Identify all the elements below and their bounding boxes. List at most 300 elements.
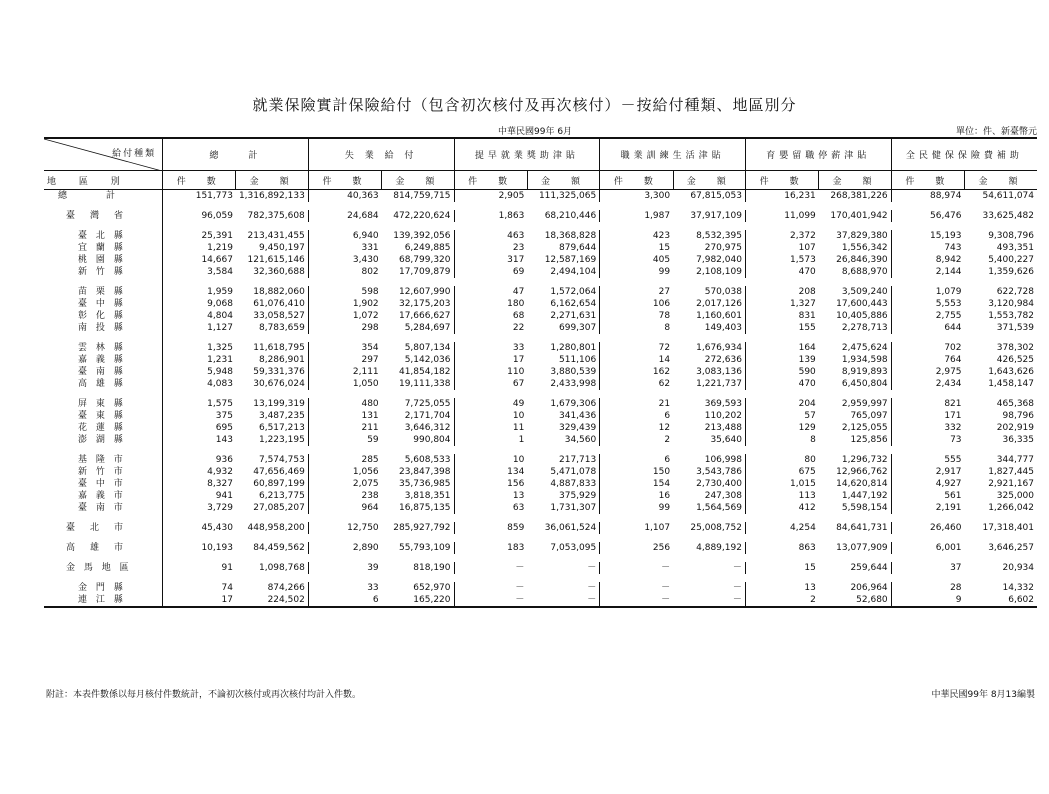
table-row xyxy=(44,266,1037,278)
count-cell: 2,434 xyxy=(891,378,964,390)
count-cell: － xyxy=(454,594,527,607)
spacer-cell xyxy=(44,446,163,454)
amount-cell: 7,574,753 xyxy=(258,455,305,465)
count-cell: 936 xyxy=(215,455,233,465)
amount-cell: 259,644 xyxy=(850,563,888,573)
amount-cell: 20,934 xyxy=(1002,563,1034,573)
count-cell: 25,391 xyxy=(201,231,233,241)
count-cell: 480 xyxy=(308,398,381,410)
table-row xyxy=(44,478,1037,490)
row-spacer xyxy=(44,334,1037,342)
group-unemployment: 失 業 給 付 xyxy=(308,138,454,171)
count-cell: 26,460 xyxy=(891,522,964,534)
count-cell: 2 xyxy=(745,594,818,607)
count-cell: 10 xyxy=(454,454,527,466)
amount-cell: 125,856 xyxy=(850,435,888,445)
amount-cell: 8,919,893 xyxy=(841,367,888,377)
count-cell: 1,575 xyxy=(207,399,233,409)
amount-cell: 12,607,990 xyxy=(398,287,451,297)
amount-cell: 30,676,024 xyxy=(253,379,305,389)
count-cell: 8 xyxy=(745,434,818,446)
region-name: 臺 中 市 xyxy=(44,478,163,490)
count-cell: 561 xyxy=(891,490,964,502)
header-corner xyxy=(44,138,163,171)
amount-cell: 1,572,064 xyxy=(550,287,597,297)
spacer-cell xyxy=(44,554,163,562)
amount-cell: 1,098,768 xyxy=(258,563,305,573)
region-name: 金 門 縣 xyxy=(44,582,163,594)
amount-cell: 7,982,040 xyxy=(696,255,742,265)
amount-cell: 33,058,527 xyxy=(253,311,305,321)
amount-cell: 270,975 xyxy=(704,243,742,253)
count-cell: 1,231 xyxy=(207,355,233,365)
sub-count: 件 數 xyxy=(600,171,673,190)
amount-cell: 2,017,126 xyxy=(696,299,742,309)
amount-cell: 1,223,195 xyxy=(258,435,305,445)
spacer-cell xyxy=(163,390,1037,398)
footnote: 附註：本表件數係以每月核付件數統計，不論初次核付或再次核付均計入件數。 xyxy=(46,690,362,700)
amount-cell: 6,517,213 xyxy=(258,423,305,433)
amount-cell: 2,475,624 xyxy=(841,343,888,353)
amount-cell: 879,644 xyxy=(559,243,597,253)
count-cell: 6 xyxy=(600,410,673,422)
amount-cell: 511,106 xyxy=(559,355,597,365)
count-cell: 2,075 xyxy=(308,478,381,490)
amount-cell: 426,525 xyxy=(996,355,1034,365)
amount-cell: 2,433,998 xyxy=(550,379,597,389)
count-cell: 74 xyxy=(221,583,233,593)
count-cell: 57 xyxy=(745,410,818,422)
count-cell: 285 xyxy=(308,454,381,466)
count-cell: 27 xyxy=(600,286,673,298)
amount-cell: 622,728 xyxy=(996,287,1034,297)
region-name: 彰 化 縣 xyxy=(44,310,163,322)
header-row-groups xyxy=(44,138,1037,171)
spacer-cell xyxy=(163,554,1037,562)
count-cell: 37 xyxy=(891,562,964,574)
amount-cell: 329,439 xyxy=(559,423,597,433)
amount-cell: 206,964 xyxy=(850,583,888,593)
spacer-cell xyxy=(44,534,163,542)
count-cell: 11 xyxy=(454,422,527,434)
count-cell: 412 xyxy=(745,502,818,514)
amount-cell: 341,436 xyxy=(559,411,597,421)
amount-cell: － xyxy=(732,563,742,573)
row-spacer xyxy=(44,514,1037,522)
count-cell: 3,729 xyxy=(207,503,233,513)
count-cell: － xyxy=(600,562,673,574)
count-cell: 134 xyxy=(454,466,527,478)
region-name: 臺 北 縣 xyxy=(44,230,163,242)
spacer-cell xyxy=(44,514,163,522)
count-cell: 156 xyxy=(454,478,527,490)
table-row xyxy=(44,594,1037,607)
count-cell: 14 xyxy=(600,354,673,366)
amount-cell: 1,296,732 xyxy=(841,455,888,465)
count-cell: 598 xyxy=(308,286,381,298)
table-row xyxy=(44,298,1037,310)
count-cell: 72 xyxy=(600,342,673,354)
count-cell: 15 xyxy=(745,562,818,574)
table-row xyxy=(44,342,1037,354)
row-spacer xyxy=(44,390,1037,398)
amount-cell: 378,302 xyxy=(996,343,1034,353)
count-cell: 131 xyxy=(308,410,381,422)
region-name: 金 馬 地 區 xyxy=(44,562,163,574)
region-name: 嘉 義 縣 xyxy=(44,354,163,366)
table-row xyxy=(44,522,1037,534)
count-cell: 91 xyxy=(221,563,233,573)
amount-cell: 3,880,539 xyxy=(550,367,597,377)
sub-count: 件 數 xyxy=(454,171,527,190)
row-spacer xyxy=(44,278,1037,286)
count-cell: 1,107 xyxy=(600,522,673,534)
table-row xyxy=(44,410,1037,422)
amount-cell: 1,556,342 xyxy=(841,243,888,253)
amount-cell: 12,587,169 xyxy=(544,255,597,265)
count-cell: 821 xyxy=(891,398,964,410)
region-name: 屏 東 縣 xyxy=(44,398,163,410)
amount-cell: 5,807,134 xyxy=(404,343,451,353)
row-spacer xyxy=(44,534,1037,542)
count-cell: 150 xyxy=(600,466,673,478)
count-cell: 14,667 xyxy=(201,255,233,265)
count-cell: 8,942 xyxy=(891,254,964,266)
group-early-employment: 提早就業獎助津貼 xyxy=(454,138,600,171)
amount-cell: 3,543,786 xyxy=(696,467,742,477)
count-cell: 831 xyxy=(745,310,818,322)
amount-cell: 7,053,095 xyxy=(550,543,597,553)
count-cell: 4,932 xyxy=(207,467,233,477)
count-cell: 107 xyxy=(745,242,818,254)
amount-cell: 27,085,207 xyxy=(253,503,305,513)
count-cell: 9,068 xyxy=(207,299,233,309)
count-cell: 354 xyxy=(308,342,381,354)
count-cell: 162 xyxy=(600,366,673,378)
region-name: 花 蓮 縣 xyxy=(44,422,163,434)
count-cell: 8,327 xyxy=(207,479,233,489)
amount-cell: 448,958,200 xyxy=(247,523,305,533)
amount-cell: 6,602 xyxy=(965,594,1037,607)
amount-cell: 17,666,627 xyxy=(398,311,451,321)
sub-count: 件 數 xyxy=(308,171,381,190)
amount-cell: 170,401,942 xyxy=(830,211,888,221)
count-cell: 63 xyxy=(454,502,527,514)
amount-cell: 472,220,624 xyxy=(393,211,451,221)
count-cell: 941 xyxy=(215,491,233,501)
row-spacer xyxy=(44,554,1037,562)
region-name: 高 雄 縣 xyxy=(44,378,163,390)
count-cell: 40,363 xyxy=(308,190,381,203)
count-cell: 743 xyxy=(891,242,964,254)
count-cell: 113 xyxy=(745,490,818,502)
amount-cell: － xyxy=(587,563,597,573)
amount-cell: 765,097 xyxy=(850,411,888,421)
sub-amount: 金 額 xyxy=(527,171,599,190)
table-row xyxy=(44,242,1037,254)
table-row xyxy=(44,490,1037,502)
amount-cell: 35,640 xyxy=(710,435,742,445)
count-cell: 211 xyxy=(308,422,381,434)
table-row xyxy=(44,454,1037,466)
count-cell: 1,072 xyxy=(308,310,381,322)
amount-cell: 5,471,078 xyxy=(550,467,597,477)
count-cell: 470 xyxy=(745,378,818,390)
count-cell: 702 xyxy=(891,342,964,354)
amount-cell: 59,331,376 xyxy=(253,367,305,377)
count-cell: 2,111 xyxy=(308,366,381,378)
amount-cell: 5,608,533 xyxy=(404,455,451,465)
count-cell: 13 xyxy=(745,582,818,594)
count-cell: 73 xyxy=(891,434,964,446)
count-cell: 9 xyxy=(891,594,964,607)
count-cell: 8 xyxy=(600,322,673,334)
amount-cell: － xyxy=(587,583,597,593)
amount-cell: 874,266 xyxy=(267,583,305,593)
count-cell: 78 xyxy=(600,310,673,322)
amount-cell: 68,799,320 xyxy=(398,255,451,265)
count-cell: 644 xyxy=(891,322,964,334)
count-cell: 171 xyxy=(891,410,964,422)
count-cell: 99 xyxy=(600,266,673,278)
count-cell: 331 xyxy=(308,242,381,254)
region-name: 宜 蘭 縣 xyxy=(44,242,163,254)
count-cell: 106 xyxy=(600,298,673,310)
count-cell: 68 xyxy=(454,310,527,322)
amount-cell: 1,564,569 xyxy=(696,503,742,513)
sub-count: 件 數 xyxy=(891,171,964,190)
count-cell: 1,079 xyxy=(891,286,964,298)
amount-cell: 224,502 xyxy=(236,594,308,607)
amount-cell: 106,998 xyxy=(704,455,742,465)
count-cell: 463 xyxy=(454,230,527,242)
count-cell: 155 xyxy=(745,322,818,334)
amount-cell: 18,882,060 xyxy=(253,287,305,297)
count-cell: 6 xyxy=(308,594,381,607)
amount-cell: 111,325,065 xyxy=(538,191,597,201)
amount-cell: 26,846,390 xyxy=(836,255,888,265)
count-cell: 1,219 xyxy=(207,243,233,253)
count-cell: 10,193 xyxy=(201,543,233,553)
unit-label: 單位：件、新臺幣元 xyxy=(955,127,1037,137)
table-row xyxy=(44,310,1037,322)
count-cell: 17 xyxy=(454,354,527,366)
amount-cell: 2,171,704 xyxy=(404,411,451,421)
count-cell: 2,191 xyxy=(891,502,964,514)
table-row xyxy=(44,422,1037,434)
group-health-insurance: 全民健保保險費補助 xyxy=(891,138,1037,171)
count-cell: 470 xyxy=(745,266,818,278)
spacer-cell xyxy=(163,534,1037,542)
amount-cell: 121,615,146 xyxy=(247,255,305,265)
amount-cell: 16,875,135 xyxy=(398,503,451,513)
count-cell: 1,327 xyxy=(745,298,818,310)
count-cell: 69 xyxy=(454,266,527,278)
group-parental-leave: 育嬰留職停薪津貼 xyxy=(745,138,891,171)
row-spacer xyxy=(44,222,1037,230)
amount-cell: 1,160,601 xyxy=(696,311,742,321)
count-cell: 2,975 xyxy=(891,366,964,378)
count-cell: 317 xyxy=(454,254,527,266)
amount-cell: 3,120,984 xyxy=(988,299,1034,309)
amount-cell: 11,618,795 xyxy=(253,343,305,353)
amount-cell: 6,162,654 xyxy=(550,299,597,309)
count-cell: 4,927 xyxy=(891,478,964,490)
count-cell: 5,553 xyxy=(891,298,964,310)
table-row xyxy=(44,322,1037,334)
amount-cell: 1,679,306 xyxy=(550,399,597,409)
amount-cell: 23,847,398 xyxy=(398,467,451,477)
amount-cell: 61,076,410 xyxy=(253,299,305,309)
count-cell: 3,430 xyxy=(308,254,381,266)
amount-cell: 2,278,713 xyxy=(841,323,888,333)
amount-cell: 33,625,482 xyxy=(982,211,1034,221)
spacer-cell xyxy=(163,574,1037,582)
amount-cell: 814,759,715 xyxy=(393,191,451,201)
row-spacer xyxy=(44,202,1037,210)
table-row xyxy=(44,286,1037,298)
count-cell: 256 xyxy=(600,542,673,554)
count-cell: 332 xyxy=(891,422,964,434)
count-cell: 151,773 xyxy=(195,191,233,201)
amount-cell: 165,220 xyxy=(382,594,454,607)
region-name: 南 投 縣 xyxy=(44,322,163,334)
amount-cell: 35,736,985 xyxy=(398,479,451,489)
amount-cell: 217,713 xyxy=(559,455,597,465)
amount-cell: 369,593 xyxy=(704,399,742,409)
amount-cell: 9,450,197 xyxy=(258,243,305,253)
amount-cell: 652,970 xyxy=(413,583,451,593)
count-cell: 297 xyxy=(308,354,381,366)
table-row xyxy=(44,254,1037,266)
spacer-cell xyxy=(163,446,1037,454)
sub-amount: 金 額 xyxy=(382,171,454,190)
compiled-date: 中華民國99年 8月13編製 xyxy=(931,690,1035,700)
count-cell: 1 xyxy=(454,434,527,446)
amount-cell: 8,688,970 xyxy=(841,267,888,277)
count-cell: － xyxy=(454,582,527,594)
sub-amount: 金 額 xyxy=(673,171,745,190)
spacer-cell xyxy=(44,334,163,342)
corner-label-type: 給付種類 xyxy=(112,149,157,159)
count-cell: 1,902 xyxy=(308,298,381,310)
region-name: 桃 園 縣 xyxy=(44,254,163,266)
count-cell: 964 xyxy=(308,502,381,514)
amount-cell: 12,966,762 xyxy=(836,467,888,477)
count-cell: 6,940 xyxy=(308,230,381,242)
amount-cell: 34,560 xyxy=(564,435,597,445)
amount-cell: 2,271,631 xyxy=(550,311,597,321)
count-cell: 96,059 xyxy=(201,211,233,221)
region-name: 臺 南 縣 xyxy=(44,366,163,378)
sub-amount: 金 額 xyxy=(965,171,1037,190)
amount-cell: 344,777 xyxy=(996,455,1034,465)
count-cell: 1,127 xyxy=(207,323,233,333)
amount-cell: 19,111,338 xyxy=(398,379,451,389)
amount-cell: 1,458,147 xyxy=(988,379,1034,389)
amount-cell: 4,887,833 xyxy=(550,479,597,489)
spacer-cell xyxy=(163,202,1037,210)
table-row xyxy=(44,434,1037,446)
count-cell: 1,050 xyxy=(308,378,381,390)
count-cell: 12 xyxy=(600,422,673,434)
header-row-sub xyxy=(44,171,1037,190)
count-cell: 154 xyxy=(600,478,673,490)
count-cell: 183 xyxy=(454,542,527,554)
amount-cell: 47,656,469 xyxy=(253,467,305,477)
amount-cell: 32,175,203 xyxy=(398,299,451,309)
amount-cell: 9,308,796 xyxy=(988,231,1034,241)
count-cell: 33 xyxy=(308,582,381,594)
amount-cell: 110,202 xyxy=(704,411,742,421)
amount-cell: 2,125,055 xyxy=(841,423,888,433)
count-cell: 5,948 xyxy=(207,367,233,377)
count-cell: 1,015 xyxy=(745,478,818,490)
count-cell: 10 xyxy=(454,410,527,422)
count-cell: 859 xyxy=(454,522,527,534)
amount-cell: 818,190 xyxy=(413,563,451,573)
count-cell: 2 xyxy=(600,434,673,446)
amount-cell: 84,459,562 xyxy=(253,543,305,553)
amount-cell: 36,335 xyxy=(1002,435,1034,445)
table-row xyxy=(44,230,1037,242)
amount-cell: 60,897,199 xyxy=(253,479,305,489)
count-cell: 863 xyxy=(745,542,818,554)
spacer-cell xyxy=(44,390,163,398)
table-row xyxy=(44,398,1037,410)
amount-cell: 6,249,885 xyxy=(404,243,451,253)
count-cell: 2,905 xyxy=(454,190,527,203)
row-spacer xyxy=(44,574,1037,582)
table-row xyxy=(44,210,1037,222)
amount-cell: 6,450,804 xyxy=(841,379,888,389)
table-row xyxy=(44,378,1037,390)
count-cell: 1,959 xyxy=(207,287,233,297)
table-row xyxy=(44,562,1037,574)
sub-amount: 金 額 xyxy=(819,171,891,190)
count-cell: 139 xyxy=(745,354,818,366)
amount-cell: 465,368 xyxy=(996,399,1034,409)
region-name: 總 計 xyxy=(44,190,163,203)
spacer-cell xyxy=(163,222,1037,230)
count-cell: 1,863 xyxy=(454,210,527,222)
region-name: 基 隆 市 xyxy=(44,454,163,466)
region-name: 雲 林 縣 xyxy=(44,342,163,354)
count-cell: 6,001 xyxy=(891,542,964,554)
amount-cell: 14,332 xyxy=(1002,583,1034,593)
table-row xyxy=(44,366,1037,378)
count-cell: 99 xyxy=(600,502,673,514)
region-name: 臺 南 市 xyxy=(44,502,163,514)
amount-cell: 699,307 xyxy=(559,323,597,333)
amount-cell: 6,213,775 xyxy=(258,491,305,501)
count-cell: 675 xyxy=(745,466,818,478)
sub-amount: 金 額 xyxy=(236,171,308,190)
amount-cell: 213,488 xyxy=(704,423,742,433)
amount-cell: 13,199,319 xyxy=(253,399,305,409)
count-cell: 28 xyxy=(891,582,964,594)
amount-cell: 2,921,167 xyxy=(988,479,1034,489)
amount-cell: 2,494,104 xyxy=(550,267,597,277)
amount-cell: 1,359,626 xyxy=(988,267,1034,277)
corner-label-region: 地 區 別 xyxy=(44,171,163,190)
amount-cell: 41,854,182 xyxy=(398,367,451,377)
amount-cell: 202,919 xyxy=(996,423,1034,433)
spacer-cell xyxy=(44,278,163,286)
amount-cell: 3,487,235 xyxy=(258,411,305,421)
table-row xyxy=(44,502,1037,514)
count-cell: 204 xyxy=(745,398,818,410)
